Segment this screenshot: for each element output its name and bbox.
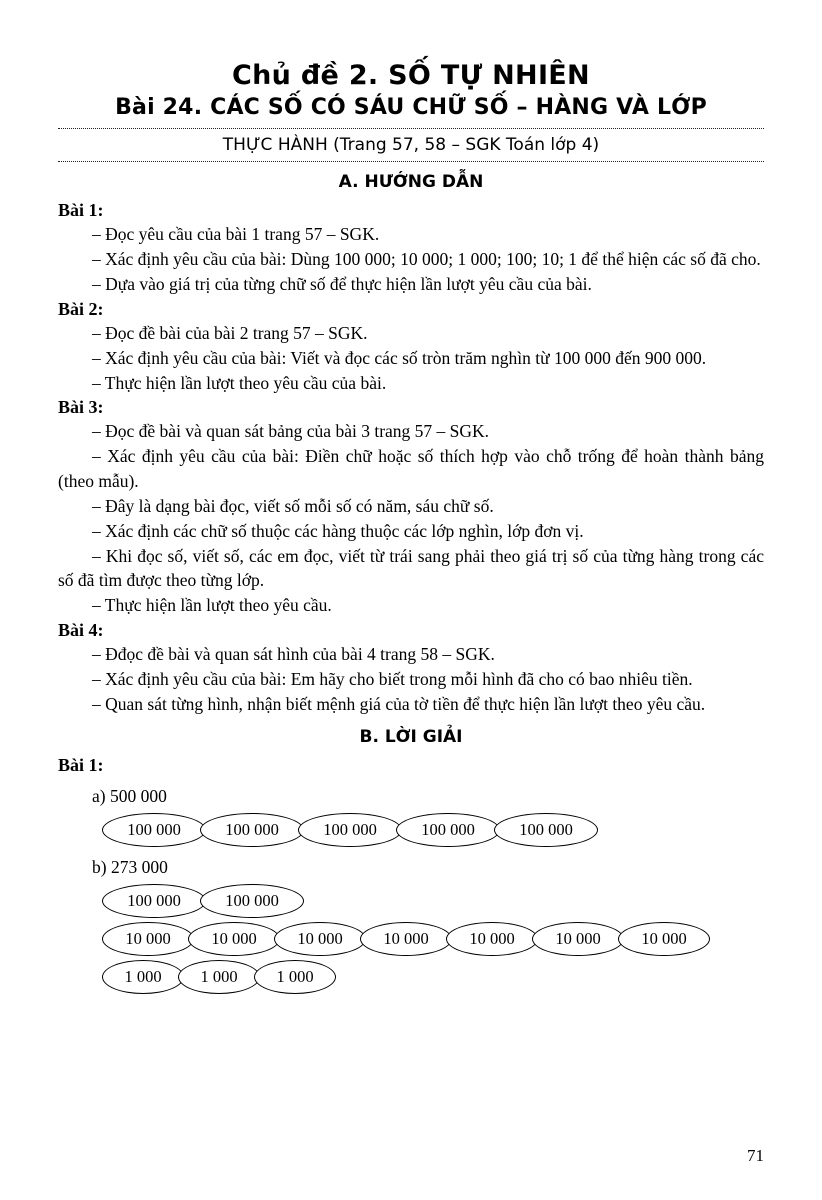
guide-bai3-label: Bài 3: [58,397,104,418]
value-chip: 100 000 [396,813,500,847]
value-chip: 10 000 [274,922,366,956]
guide-bai1-label: Bài 1: [58,200,104,221]
lesson-title: Bài 24. CÁC SỐ CÓ SÁU CHỮ SỐ – HÀNG VÀ LỚP [115,95,707,121]
value-chip: 10 000 [532,922,624,956]
guide-heading: A. HƯỚNG DẪN [338,172,484,193]
chapter-title: Chủ đề 2. SỐ TỰ NHIÊN [232,60,590,91]
solution-bai1-label: Bài 1: [58,754,104,775]
guide-bai4-line-1: – Đđọc đề bài và quan sát hình của bài 4 trang 58 – SGK. [92,644,495,665]
guide-bai4-label: Bài 4: [58,620,104,641]
value-chip: 10 000 [188,922,280,956]
guide-bai3-line-5: – Khi đọc số, viết số, các em đọc, viết từ trái sang phải theo giá trị số của từng hàng trong các số đã tìm được theo từng lớp. [58,545,764,591]
guide-bai2-label: Bài 2: [58,298,104,319]
value-chip: 100 000 [494,813,598,847]
value-chip: 1 000 [254,960,336,994]
solution-part-a-label: a) 500 000 [92,785,167,806]
guide-bai4-line-2: – Xác định yêu cầu của bài: Em hãy cho biết trong mỗi hình đã cho có bao nhiêu tiền. [92,669,693,689]
guide-bai3-line-3: – Đây là dạng bài đọc, viết số mỗi số có năm, sáu chữ số. [92,495,494,516]
value-chip: 10 000 [360,922,452,956]
guide-bai1-line-3: – Dựa vào giá trị của từng chữ số để thực hiện lần lượt yêu cầu của bài. [92,274,592,295]
part-a-chip-row [58,813,764,847]
value-chip: 1 000 [102,960,184,994]
guide-body [58,200,764,716]
divider-top [58,128,764,129]
part-b-chip-row-2 [58,922,764,956]
value-chip: 1 000 [178,960,260,994]
guide-bai3-line-4: – Xác định các chữ số thuộc các hàng thuộc các lớp nghìn, lớp đơn vị. [92,520,584,541]
guide-bai1-line-2: – Xác định yêu cầu của bài: Dùng 100 000; 10 000; 1 000; 100; 10; 1 để thể hiện các số đã cho. [92,249,761,270]
guide-bai2-line-3: – Thực hiện lần lượt theo yêu cầu của bài. [92,372,387,393]
solution-heading: B. LỜI GIẢI [359,726,463,747]
part-b-chip-row-1 [58,884,764,918]
value-chip: 100 000 [102,884,206,918]
guide-bai3-line-1: – Đọc đề bài và quan sát bảng của bài 3 trang 57 – SGK. [92,421,490,442]
value-chip: 10 000 [618,922,710,956]
guide-bai1-line-1: – Đọc yêu cầu của bài 1 trang 57 – SGK. [92,224,380,245]
value-chip: 10 000 [102,922,194,956]
value-chip: 100 000 [200,813,304,847]
guide-bai2-line-2: – Xác định yêu cầu của bài: Viết và đọc các số tròn trăm nghìn từ 100 000 đến 900 000. [92,347,707,368]
practice-subtitle: THỰC HÀNH (Trang 57, 58 – SGK Toán lớp 4) [222,135,600,156]
value-chip: 100 000 [200,884,304,918]
value-chip: 100 000 [102,813,206,847]
value-chip: 100 000 [298,813,402,847]
guide-bai3-line-6: – Thực hiện lần lượt theo yêu cầu. [92,595,332,616]
guide-bai2-line-1: – Đọc đề bài của bài 2 trang 57 – SGK. [92,322,368,343]
value-chip: 10 000 [446,922,538,956]
part-b-chip-row-3 [58,960,764,994]
solution-part-b-label: b) 273 000 [92,856,168,877]
divider-bottom [58,161,764,162]
guide-bai3-line-2: – Xác định yêu cầu của bài: Điền chữ hoặc số thích hợp vào chỗ trống để hoàn thành bảng (theo mẫu). [58,446,764,492]
guide-bai4-line-3: – Quan sát từng hình, nhận biết mệnh giá của tờ tiền để thực hiện lần lượt theo yêu cầu. [92,693,706,714]
solution-body [58,755,764,994]
page-number: 71 [747,1146,764,1165]
